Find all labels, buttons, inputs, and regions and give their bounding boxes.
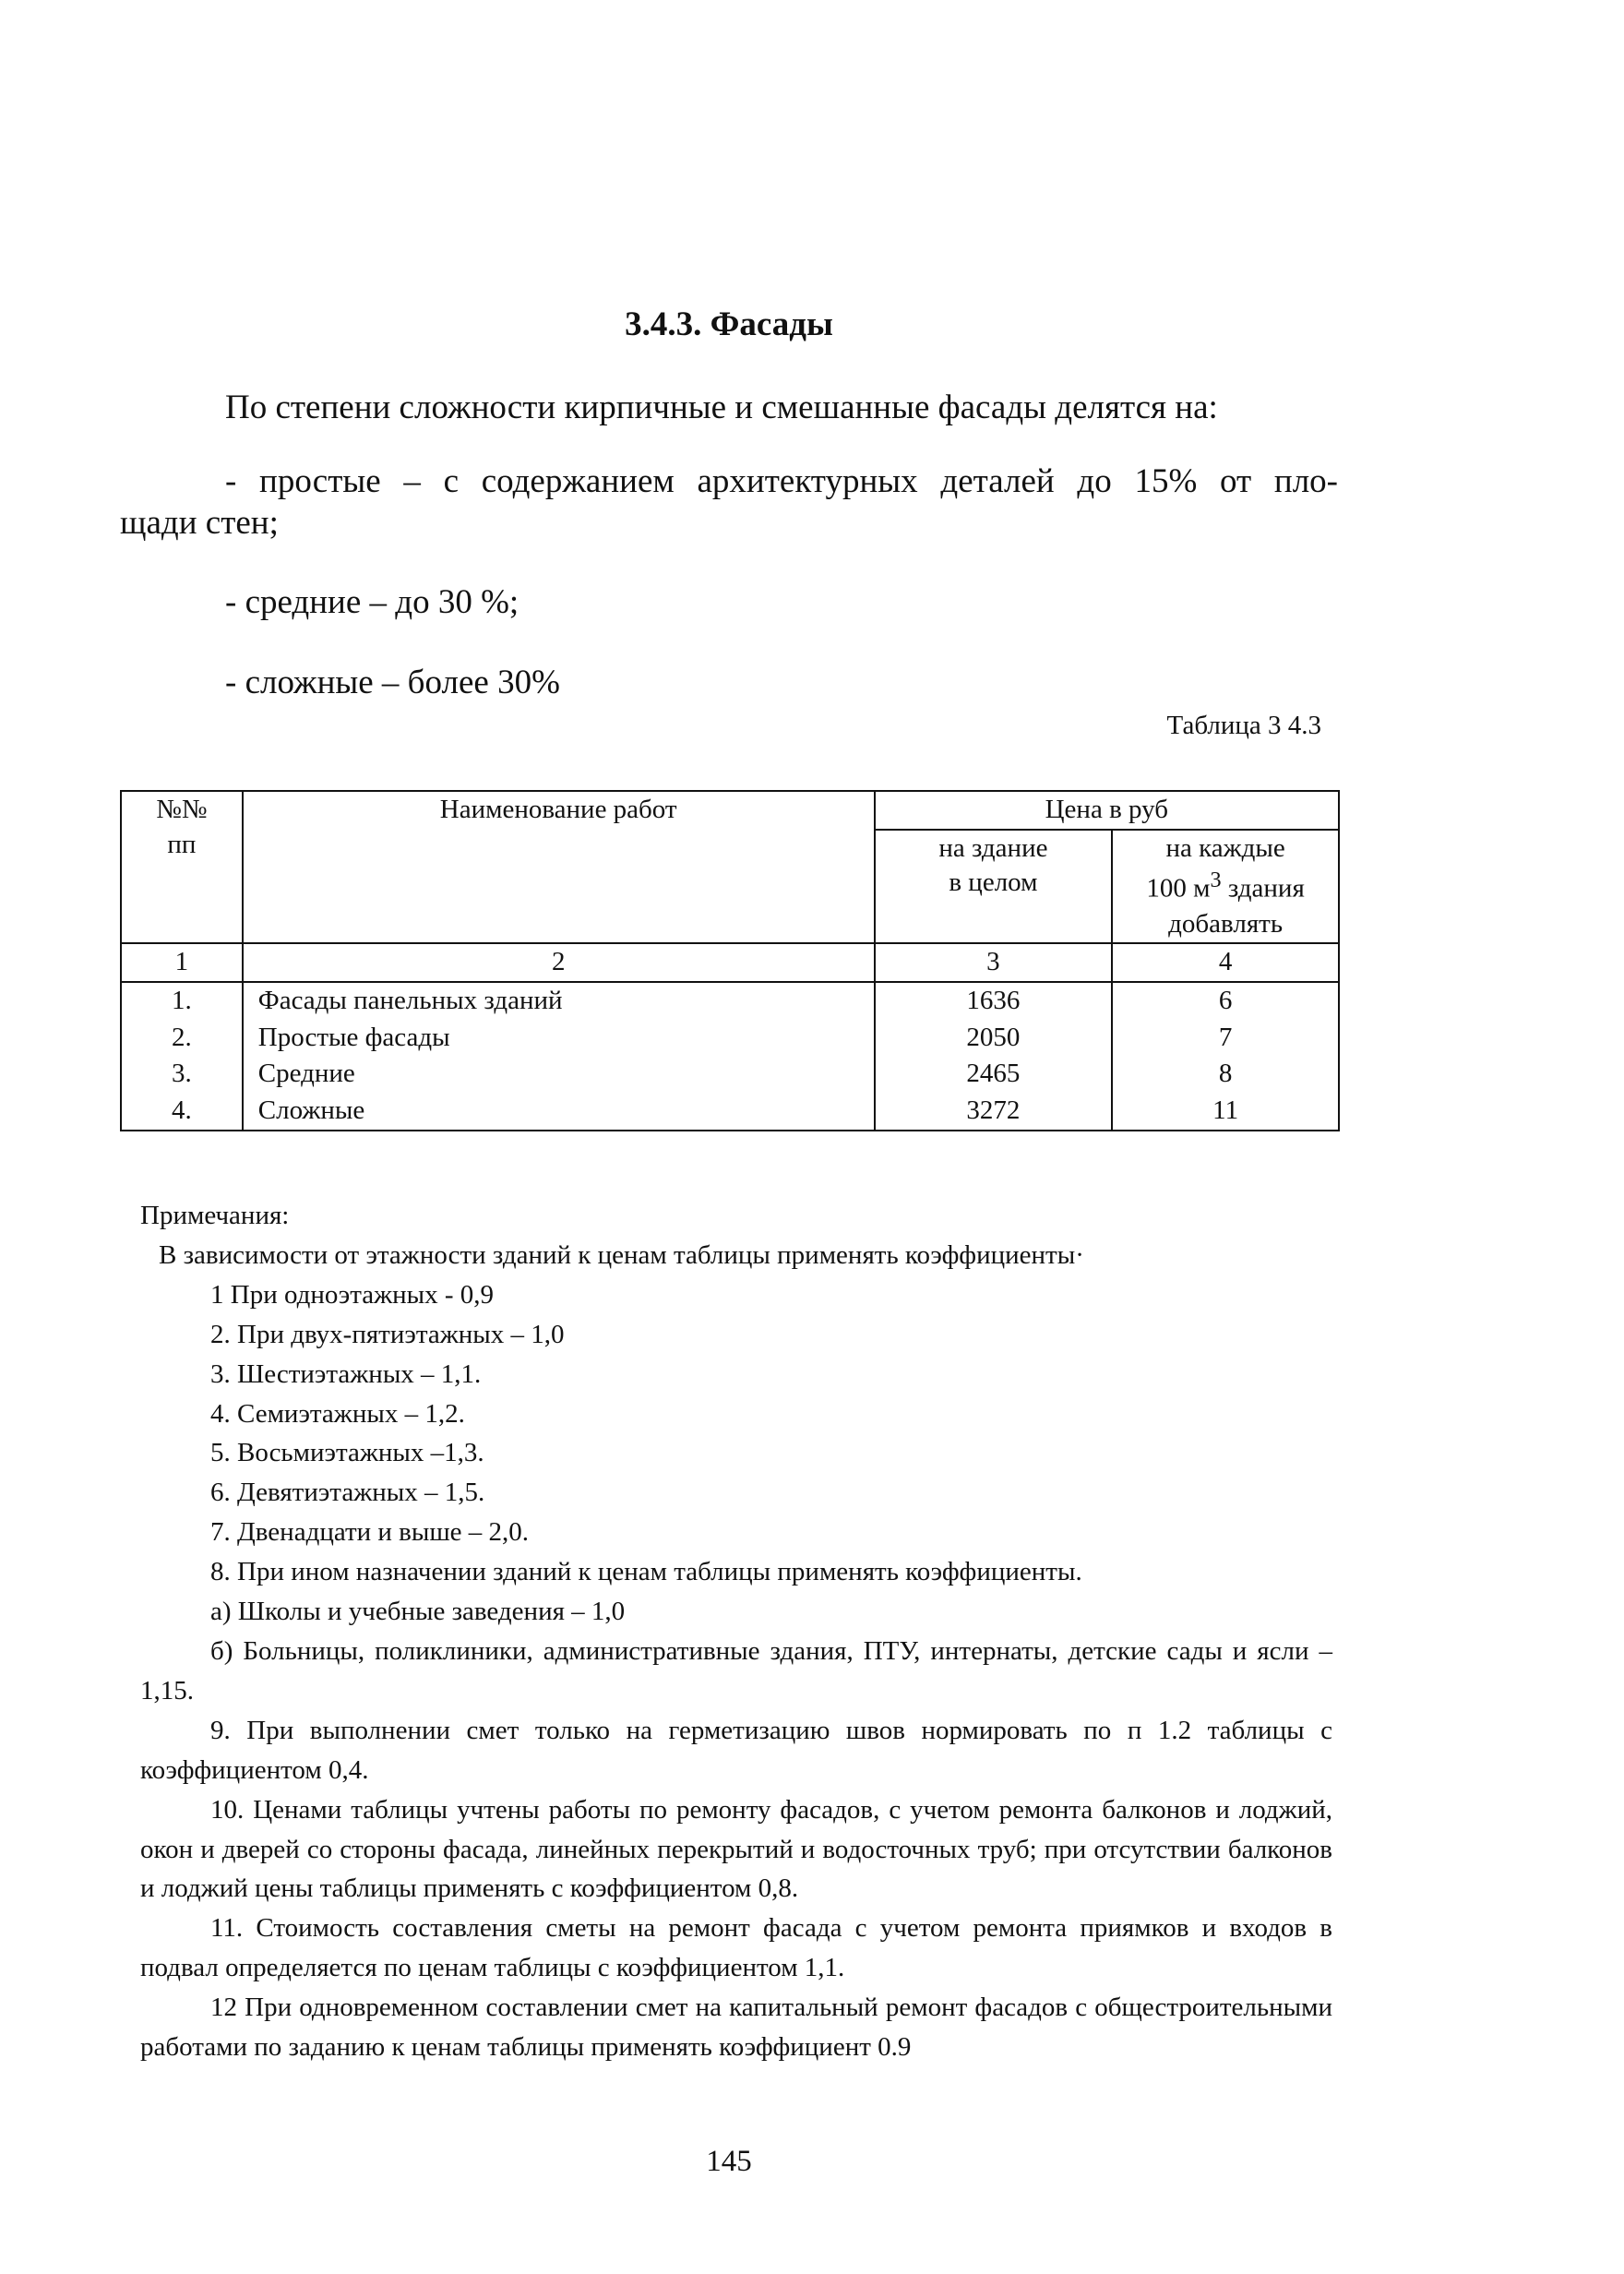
note-paragraph-12: 12 При одновременном составлении смет на капитальный ремонт фасадов с общестроительными работами по заданию к ценам таблицы применять коэффициент 0.9 (140, 1993, 1332, 2063)
table-row (121, 1093, 1339, 1131)
note-paragraph-8a: а) Школы и учебные заведения – 1,0 (210, 1597, 626, 1627)
note-paragraph-9: 9. При выполнении смет только на герметизацию швов нормировать по п 1.2 таблицы с коэффициентом 0,4. (140, 1715, 1332, 1785)
row-price-whole: 2465 (875, 1056, 1113, 1093)
header-work-name: Наименование работ (243, 791, 875, 943)
notes-intro: В зависимости от этажности зданий к ценам таблицы применять коэффициенты· (159, 1239, 1084, 1270)
row-price-whole: 3272 (875, 1093, 1113, 1131)
note-item: 6. Девятиэтажных – 1,5. (210, 1478, 485, 1508)
table-caption: Таблица 3 4.3 (1166, 711, 1321, 740)
column-number: 2 (243, 943, 875, 982)
intro-paragraph: По степени сложности кирпичные и смешанные фасады делятся на: (225, 389, 1218, 426)
row-price-per-100m3: 6 (1112, 982, 1339, 1020)
simple-facade-definition: - простые – с содержанием архитектурных деталей до 15% от пло- (225, 462, 1338, 501)
simple-facade-definition-cont: щади стен; (120, 503, 279, 542)
note-item: 4. Семиэтажных – 1,2. (210, 1398, 465, 1429)
note-item: 5. Восьмиэтажных –1,3. (210, 1438, 484, 1468)
notes-title: Примечания: (140, 1201, 290, 1230)
note-item: 2. При двух-пятиэтажных – 1,0 (210, 1319, 565, 1349)
row-price-per-100m3: 7 (1112, 1020, 1339, 1057)
row-number: 3. (121, 1056, 243, 1093)
row-price-whole: 1636 (875, 982, 1113, 1020)
medium-facade-definition: - средние – до 30 %; (225, 583, 519, 622)
note-paragraph-8b: б) Больницы, поликлиники, административные здания, ПТУ, интернаты, детские сады и ясли – 1,15. (140, 1635, 1332, 1706)
row-work-name: Фасады панельных зданий (243, 982, 875, 1020)
note-paragraph-10: 10. Ценами таблицы учтены работы по ремонту фасадов, с учетом ремонта балконов и лоджий, окон и дверей со стороны фасада, линейных перекрытий и водосточных труб; при отсутствии балконов и лоджий цены таблицы применять с коэффициентом 0,8. (140, 1794, 1332, 1904)
row-price-per-100m3: 11 (1112, 1093, 1339, 1131)
row-work-name: Сложные (243, 1093, 875, 1131)
note-item: 7. Двенадцати и выше – 2,0. (210, 1517, 530, 1548)
column-numbers-row (121, 943, 1339, 982)
row-number: 2. (121, 1020, 243, 1057)
table-row (121, 982, 1339, 1020)
header-price-per-100m3: на каждые 100 $м^3$ здания добавлять (1112, 830, 1339, 944)
row-price-per-100m3: 8 (1112, 1056, 1339, 1093)
notes-section (140, 1196, 1332, 2067)
header-price-whole: на здание в целом (875, 830, 1113, 944)
note-item: 3. Шестиэтажных – 1,1. (210, 1358, 482, 1389)
row-price-whole: 2050 (875, 1020, 1113, 1057)
section-heading: 3.4.3. Фасады (625, 305, 833, 343)
row-number: 1. (121, 982, 243, 1020)
table-row (121, 1020, 1339, 1057)
column-number: 4 (1112, 943, 1339, 982)
price-table (120, 790, 1340, 1131)
column-number: 1 (121, 943, 243, 982)
row-work-name: Простые фасады (243, 1020, 875, 1057)
table-row (121, 1056, 1339, 1093)
page-number: 145 (706, 2145, 752, 2178)
intro-text (120, 388, 1338, 703)
complex-facade-definition: - сложные – более 30% (225, 663, 560, 701)
header-number: №№ пп (121, 791, 243, 943)
note-item: 1 При одноэтажных - 0,9 (210, 1279, 495, 1310)
note-paragraph-11: 11. Стоимость составления сметы на ремонт фасада с учетом ремонта приямков и входов в подвал определяется по ценам таблицы с коэффициентом 1,1. (140, 1913, 1332, 1983)
note-paragraph-8: 8. При ином назначении зданий к ценам таблицы применять коэффициенты. (210, 1557, 1082, 1587)
header-price: Цена в руб (875, 791, 1339, 830)
row-number: 4. (121, 1093, 243, 1131)
column-number: 3 (875, 943, 1113, 982)
row-work-name: Средние (243, 1056, 875, 1093)
